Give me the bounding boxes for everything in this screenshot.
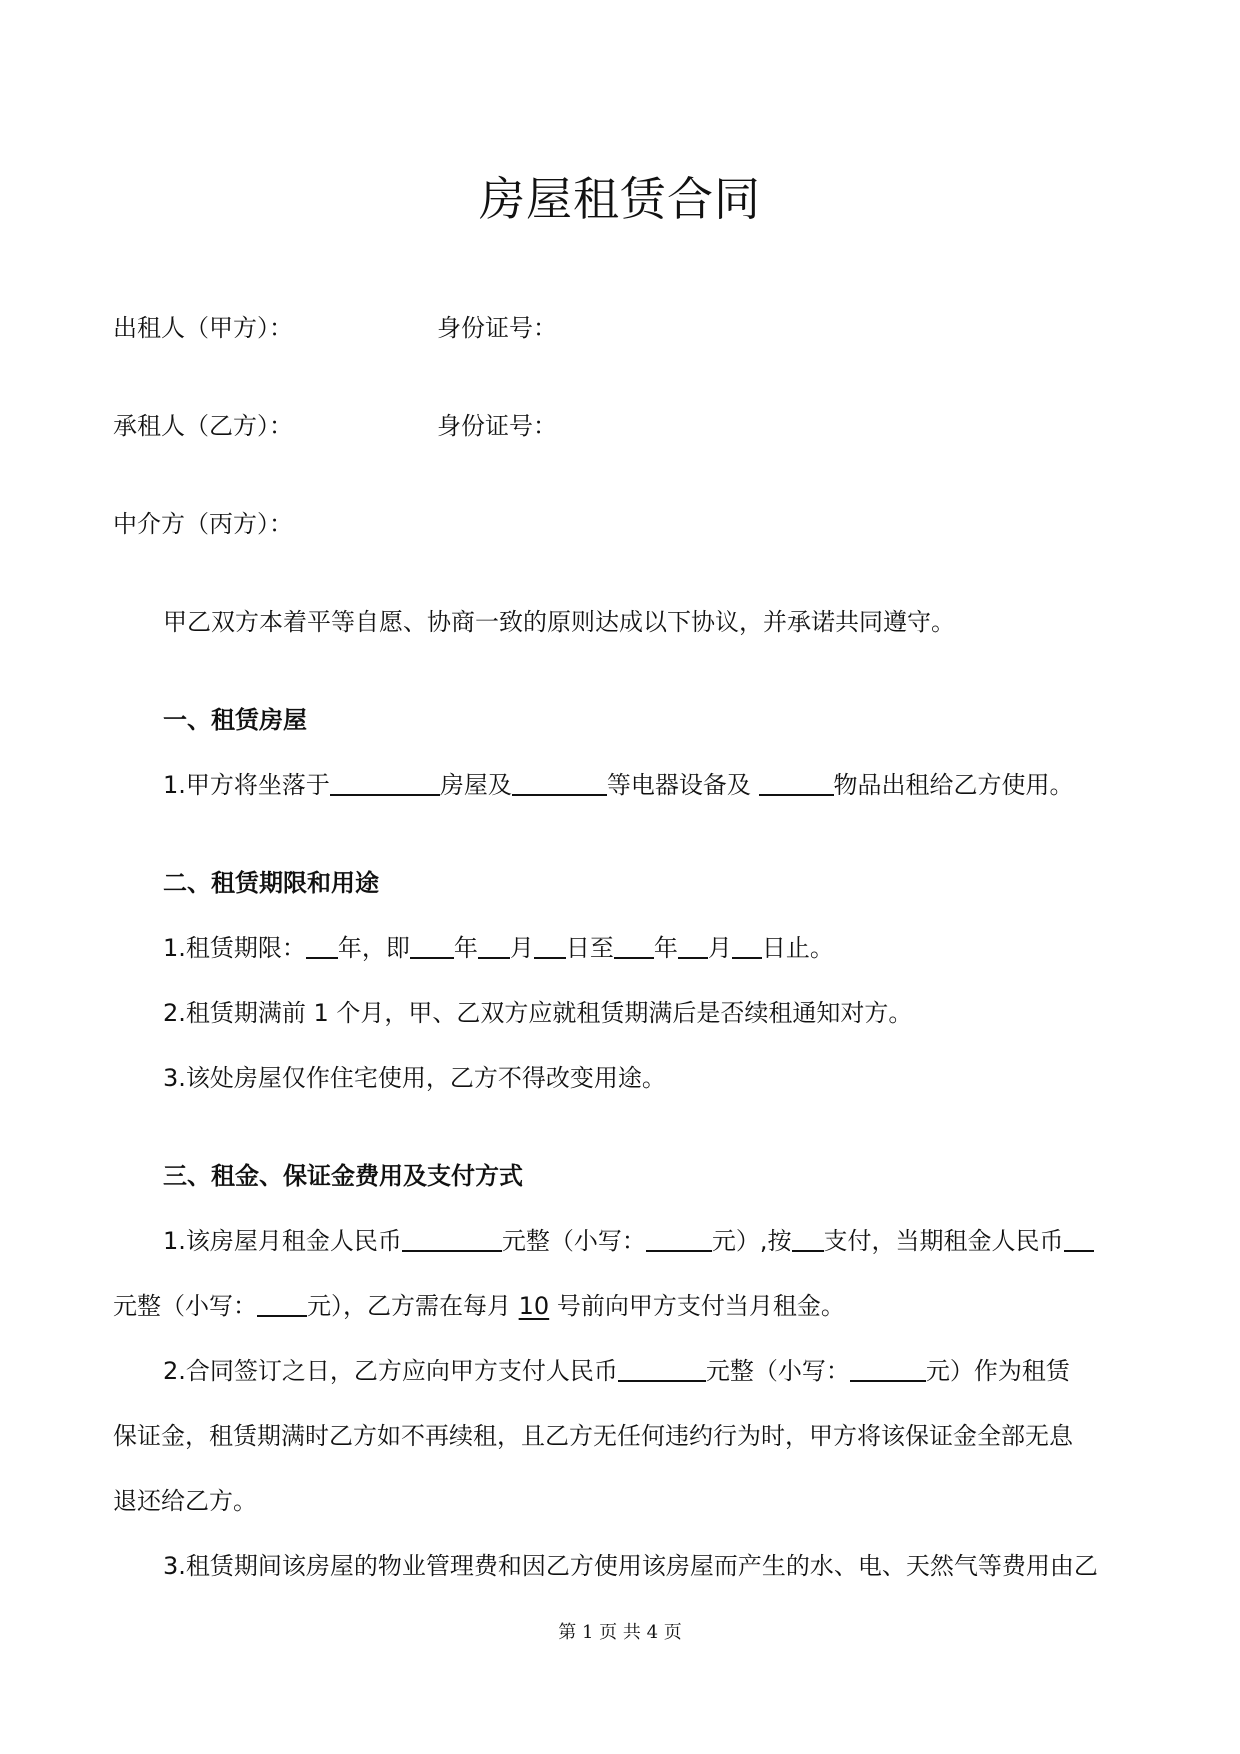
- section3-clause2-line2: 保证金，租赁期满时乙方如不再续租，且乙方无任何违约行为时，甲方将该保证金全部无息: [113, 1422, 1073, 1450]
- text-fragment: 月: [707, 934, 732, 962]
- text-fragment: 日至: [565, 934, 614, 962]
- page-number-footer: 第 1 页 共 4 页: [558, 1622, 682, 1643]
- section2-clause3: 3.该处房屋仅作住宅使用，乙方不得改变用途。: [163, 1064, 666, 1092]
- section3-clause1-line1: [163, 1225, 1094, 1257]
- text-fragment: 月: [509, 934, 534, 962]
- blank-field: [850, 1356, 926, 1382]
- text-fragment: 房屋及: [439, 771, 512, 799]
- blank-field: [792, 1226, 824, 1252]
- section2-heading: 二、租赁期限和用途: [163, 869, 379, 897]
- intro-paragraph: 甲乙双方本着平等自愿、协商一致的原则达成以下协议，并承诺共同遵守。: [163, 608, 955, 636]
- text-fragment: 元整（小写：: [501, 1227, 646, 1255]
- blank-field: [646, 1226, 712, 1252]
- blank-field: [678, 933, 708, 959]
- text-fragment: 1.租赁期限：: [163, 934, 306, 962]
- section2-clause1: [163, 932, 834, 964]
- party-c-label: 中介方（丙方）：: [113, 510, 293, 538]
- text-fragment: 日止。: [761, 934, 834, 962]
- text-fragment: 支付，当期租金人民币: [823, 1227, 1064, 1255]
- text-fragment: 元整（小写：: [113, 1292, 257, 1320]
- text-fragment: 年: [653, 934, 678, 962]
- blank-field: [534, 933, 566, 959]
- text-fragment: 号前向甲方支付当月租金。: [549, 1292, 845, 1320]
- text-fragment: 年: [453, 934, 478, 962]
- section2-clause2: 2.租赁期满前 1 个月，甲、乙双方应就租赁期满后是否续租通知对方。: [163, 999, 913, 1027]
- text-fragment: 等电器设备及: [606, 771, 759, 799]
- text-fragment: 1.甲方将坐落于: [163, 771, 330, 799]
- section3-heading: 三、租金、保证金费用及支付方式: [163, 1162, 523, 1190]
- blank-field: [614, 933, 654, 959]
- party-b-label: 承租人（乙方）：: [113, 412, 293, 440]
- rent-due-day: 10: [518, 1292, 550, 1320]
- section3-clause2-line1: [163, 1355, 1070, 1387]
- section3-clause2-line3: 退还给乙方。: [113, 1487, 257, 1515]
- blank-field: [759, 770, 834, 796]
- text-fragment: 元），乙方需在每月: [307, 1292, 519, 1320]
- blank-field: [732, 933, 762, 959]
- text-fragment: 元整（小写：: [705, 1357, 850, 1385]
- blank-field: [410, 933, 454, 959]
- blank-field: [1064, 1226, 1094, 1252]
- section1-clause1: [163, 769, 1074, 801]
- text-fragment: 1.该房屋月租金人民币: [163, 1227, 402, 1255]
- section3-clause3-line1: 3.租赁期间该房屋的物业管理费和因乙方使用该房屋而产生的水、电、天然气等费用由乙: [163, 1552, 1098, 1580]
- text-fragment: 元）作为租赁: [925, 1357, 1070, 1385]
- section1-heading: 一、租赁房屋: [163, 706, 307, 734]
- party-a-id-label: 身份证号：: [437, 314, 557, 342]
- party-a-label: 出租人（甲方）：: [113, 314, 293, 342]
- blank-field: [257, 1291, 307, 1317]
- section3-clause1-line2: [113, 1290, 845, 1322]
- blank-field: [402, 1226, 502, 1252]
- blank-field: [330, 770, 440, 796]
- blank-field: [478, 933, 510, 959]
- blank-field: [306, 933, 338, 959]
- text-fragment: 物品出租给乙方使用。: [833, 771, 1074, 799]
- blank-field: [512, 770, 607, 796]
- text-fragment: 年，即: [337, 934, 410, 962]
- document-title: 房屋租赁合同: [479, 172, 761, 226]
- text-fragment: 2.合同签订之日，乙方应向甲方支付人民币: [163, 1357, 618, 1385]
- text-fragment: 元）,按: [711, 1227, 792, 1255]
- blank-field: [618, 1356, 706, 1382]
- party-b-id-label: 身份证号：: [437, 412, 557, 440]
